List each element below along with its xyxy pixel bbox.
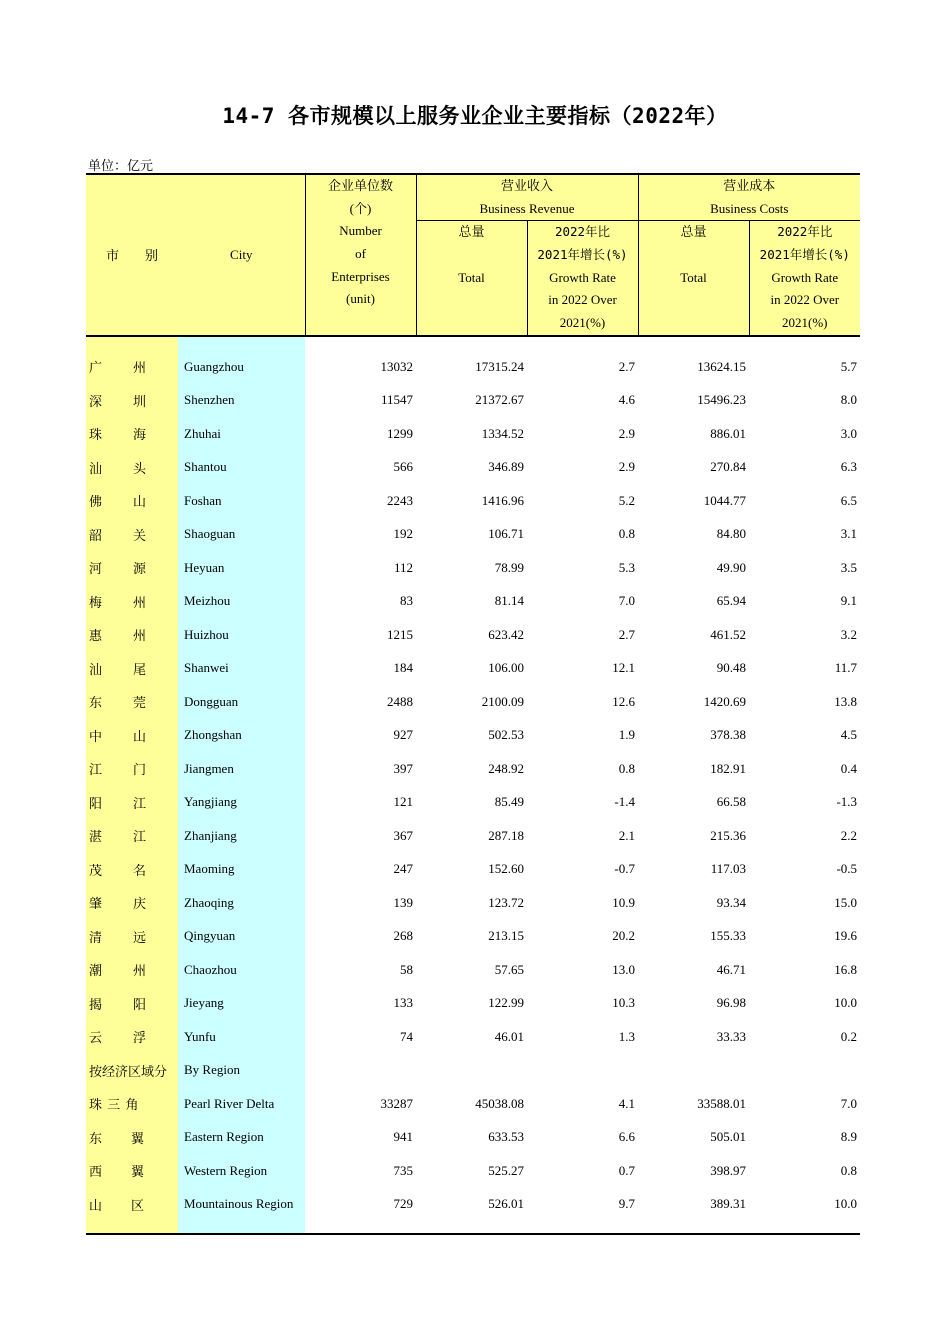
city-cn-char: 韶 <box>89 527 104 543</box>
city-en-cell: Zhaoqing <box>178 886 305 920</box>
city-cn-cell <box>86 584 178 618</box>
costs-growth-cell: 6.5 <box>840 492 858 508</box>
table-row <box>86 718 860 752</box>
costs-total-cell: 270.84 <box>710 459 747 475</box>
city-en-cell: Shenzhen <box>178 383 305 417</box>
costs-total-cell: 378.38 <box>710 727 747 743</box>
revenue-growth-cell: 2.1 <box>618 827 636 843</box>
costs-growth-cell: 3.5 <box>840 559 858 575</box>
table-row <box>86 986 860 1020</box>
growth-header-line: 2022年比 <box>554 224 611 240</box>
costs-total-cell: 46.71 <box>716 961 747 977</box>
enterprises-cell: 13032 <box>380 358 413 374</box>
city-cn-cell <box>86 551 178 585</box>
city-cn-char: 庆 <box>133 896 148 912</box>
city-en-cell: Dongguan <box>178 685 305 719</box>
enterprises-cell: 566 <box>393 459 413 475</box>
city-cn-char: 阳 <box>133 996 148 1012</box>
city-cn-char: 珠 <box>89 427 104 443</box>
costs-growth-cell: 4.5 <box>840 727 858 743</box>
enterprises-cell: 139 <box>393 894 413 910</box>
costs-growth-cell: 0.4 <box>840 760 858 776</box>
costs-header-en <box>638 198 860 221</box>
costs-total-cell: 117.03 <box>710 861 747 877</box>
growth-header-line: 2021(%) <box>559 315 606 331</box>
table-row <box>86 785 860 819</box>
table-row <box>86 953 860 987</box>
enterprises-cell: 11547 <box>380 392 413 408</box>
revenue-growth-cell: 0.7 <box>618 1162 636 1178</box>
city-cn-char: 广 <box>89 360 104 376</box>
enterprises-header <box>305 174 416 336</box>
growth-header-line: in 2022 Over <box>548 292 617 308</box>
city-cn-char: 圳 <box>133 393 148 409</box>
table-row <box>86 383 860 417</box>
city-cn-cell <box>86 651 178 685</box>
empty-cell <box>638 1053 749 1087</box>
total-header-en: Total <box>680 269 707 285</box>
revenue-growth-cell: 2.7 <box>618 358 636 374</box>
revenue-header-en <box>416 198 638 221</box>
revenue-total-cell: 17315.24 <box>475 358 524 374</box>
city-cn-char: 湛 <box>89 829 104 845</box>
costs-growth-cell: -1.3 <box>836 794 858 810</box>
city-cn-cell <box>86 450 178 484</box>
costs-total-cell: 182.91 <box>710 760 747 776</box>
costs-header-cn: 营业成本 <box>723 178 776 193</box>
region-cn-cell: 东 翼 <box>86 1120 178 1154</box>
city-cn-char: 名 <box>133 862 148 878</box>
city-cn-char: 清 <box>89 929 104 945</box>
costs-total-cell: 84.80 <box>716 526 747 542</box>
city-cn-cell <box>86 919 178 953</box>
costs-growth-cell: 3.2 <box>840 626 858 642</box>
region-header-cn: 按经济区域分 <box>86 1053 178 1087</box>
revenue-growth-cell: 0.8 <box>618 760 636 776</box>
city-cn-cell <box>86 986 178 1020</box>
city-cn-char: 江 <box>133 795 148 811</box>
city-cn-char: 头 <box>133 460 148 476</box>
city-en-cell: Meizhou <box>178 584 305 618</box>
region-header-en: By Region <box>178 1053 305 1087</box>
revenue-total-cell: 152.60 <box>488 861 524 877</box>
costs-growth-cell: 7.0 <box>840 1095 858 1111</box>
city-cn-char: 海 <box>133 427 148 443</box>
revenue-growth-cell: 1.3 <box>618 1028 636 1044</box>
city-cn-cell <box>86 886 178 920</box>
revenue-growth-cell: 2.9 <box>618 425 636 441</box>
city-cn-char: 茂 <box>89 862 104 878</box>
costs-total-cell: 389.31 <box>638 1187 749 1234</box>
revenue-growth-cell: 9.7 <box>527 1187 638 1234</box>
revenue-total-cell: 2100.09 <box>481 693 524 709</box>
city-cn-char: 江 <box>133 829 148 845</box>
table-row <box>86 819 860 853</box>
costs-total-cell: 398.97 <box>710 1162 747 1178</box>
revenue-growth-cell: 13.0 <box>612 961 636 977</box>
table-body <box>86 336 860 1234</box>
table-row <box>86 336 860 384</box>
costs-growth-cell: 9.1 <box>840 593 858 609</box>
region-en-cell: Eastern Region <box>178 1120 305 1154</box>
enterprises-cell: 1215 <box>387 626 413 642</box>
enterprises-cell: 74 <box>400 1028 413 1044</box>
revenue-total-cell: 623.42 <box>488 626 524 642</box>
enterprises-cell: 735 <box>393 1162 413 1178</box>
costs-growth-cell: -0.5 <box>836 861 858 877</box>
city-cn-cell <box>86 383 178 417</box>
revenue-growth-cell: 5.2 <box>618 492 636 508</box>
city-cn-header <box>86 174 178 336</box>
costs-total-cell: 90.48 <box>716 660 747 676</box>
table-row <box>86 618 860 652</box>
revenue-header-en-label: Business Revenue <box>479 200 575 216</box>
enterprises-header-line: (个) <box>349 200 372 216</box>
city-cn-char: 阳 <box>89 795 104 811</box>
costs-growth-cell: 3.1 <box>840 526 858 542</box>
city-cn-cell <box>86 517 178 551</box>
costs-total-cell: 461.52 <box>710 626 747 642</box>
revenue-total-cell: 46.01 <box>494 1028 524 1044</box>
enterprises-cell: 192 <box>393 526 413 542</box>
table-row <box>86 551 860 585</box>
revenue-growth-cell: 10.3 <box>612 995 636 1011</box>
revenue-growth-cell: -1.4 <box>614 794 636 810</box>
city-cn-char: 汕 <box>89 460 104 476</box>
total-header-cn: 总量 <box>680 224 707 240</box>
enterprises-header-line: Enterprises <box>331 268 390 284</box>
growth-header-line: 2021(%) <box>782 315 828 331</box>
enterprises-cell: 941 <box>393 1129 413 1145</box>
costs-total-cell: 65.94 <box>716 593 747 609</box>
revenue-growth-cell: 2.7 <box>618 626 636 642</box>
table-row <box>86 1087 860 1121</box>
enterprises-cell: 33287 <box>380 1095 413 1111</box>
region-cn-cell: 西 翼 <box>86 1154 178 1188</box>
costs-growth-cell: 6.3 <box>840 459 858 475</box>
table-row <box>86 450 860 484</box>
costs-growth-cell: 16.8 <box>834 961 858 977</box>
unit-label: 单位：亿元 <box>88 158 154 173</box>
empty-cell <box>527 1053 638 1087</box>
costs-total-cell: 66.58 <box>716 794 747 810</box>
city-cn-cell <box>86 685 178 719</box>
costs-growth-cell: 10.0 <box>749 1187 860 1234</box>
costs-total-cell: 215.36 <box>710 827 747 843</box>
costs-header <box>638 174 860 198</box>
table-row <box>86 1154 860 1188</box>
table-row <box>86 584 860 618</box>
city-en-cell: Maoming <box>178 852 305 886</box>
costs-total-cell: 15496.23 <box>697 392 747 408</box>
revenue-total-header <box>416 221 527 336</box>
city-cn-char: 河 <box>89 561 104 577</box>
revenue-growth-cell: 20.2 <box>612 928 636 944</box>
empty-cell <box>305 1053 416 1087</box>
costs-growth-cell: 10.0 <box>834 995 858 1011</box>
city-cn-char: 浮 <box>133 1030 148 1046</box>
costs-growth-cell: 0.8 <box>840 1162 858 1178</box>
enterprises-cell: 83 <box>400 593 413 609</box>
costs-growth-cell: 8.0 <box>840 392 858 408</box>
enterprises-cell: 1299 <box>387 425 413 441</box>
city-cn-char: 梅 <box>89 594 104 610</box>
city-en-cell: Huizhou <box>178 618 305 652</box>
costs-header-en-label: Business Costs <box>710 200 789 216</box>
revenue-total-cell: 81.14 <box>494 593 524 609</box>
revenue-total-cell: 122.99 <box>488 995 524 1011</box>
city-en-cell: Shanwei <box>178 651 305 685</box>
table-row <box>86 417 860 451</box>
table-row <box>86 752 860 786</box>
costs-total-cell: 33.33 <box>716 1028 747 1044</box>
enterprises-cell: 729 <box>305 1187 416 1234</box>
revenue-total-cell: 213.15 <box>488 928 524 944</box>
revenue-growth-cell: 12.1 <box>612 660 636 676</box>
city-en-cell: Shantou <box>178 450 305 484</box>
enterprises-cell: 367 <box>393 827 413 843</box>
revenue-total-cell: 57.65 <box>494 961 524 977</box>
table-row <box>86 1187 860 1234</box>
costs-total-cell: 93.34 <box>716 894 747 910</box>
page-title: 14-7 各市规模以上服务业企业主要指标（2022年） <box>222 104 728 128</box>
revenue-header-cn: 营业收入 <box>501 178 554 193</box>
revenue-total-cell: 502.53 <box>488 727 524 743</box>
growth-header-line: Growth Rate <box>549 269 616 285</box>
enterprises-header-line: Number <box>339 223 382 239</box>
costs-total-cell: 49.90 <box>716 559 747 575</box>
costs-growth-cell: 13.8 <box>834 693 858 709</box>
city-cn-char: 莞 <box>133 695 148 711</box>
city-cn-char: 汕 <box>89 661 104 677</box>
growth-header-line: in 2022 Over <box>770 292 840 308</box>
city-cn-char: 州 <box>133 360 148 376</box>
revenue-total-cell: 21372.67 <box>475 392 524 408</box>
city-cn-char: 佛 <box>89 494 104 510</box>
revenue-growth-cell: 1.9 <box>618 727 636 743</box>
city-en-header <box>178 174 305 336</box>
enterprises-header-line: 企业单位数 <box>327 178 393 193</box>
city-cn-cell <box>86 752 178 786</box>
table-row <box>86 852 860 886</box>
region-cn-cell: 珠 三 角 <box>86 1087 178 1121</box>
costs-growth-cell: 19.6 <box>834 928 858 944</box>
city-cn-cell <box>86 618 178 652</box>
city-cn-cell <box>86 336 178 384</box>
revenue-growth-header <box>527 221 638 336</box>
table-row <box>86 651 860 685</box>
region-header-row <box>86 1053 860 1087</box>
revenue-total-cell: 45038.08 <box>475 1095 524 1111</box>
enterprises-cell: 268 <box>393 928 413 944</box>
revenue-header <box>416 174 638 198</box>
city-cn-char: 云 <box>89 1030 104 1046</box>
city-en-cell: Zhanjiang <box>178 819 305 853</box>
revenue-total-cell: 106.71 <box>488 526 524 542</box>
city-cn-char: 源 <box>133 561 148 577</box>
city-en-cell: Chaozhou <box>178 953 305 987</box>
revenue-total-cell: 248.92 <box>488 760 524 776</box>
revenue-growth-cell: 2.9 <box>618 459 636 475</box>
city-cn-char: 门 <box>133 762 148 778</box>
enterprises-cell: 112 <box>393 559 413 575</box>
city-cn-cell <box>86 953 178 987</box>
enterprises-cell: 121 <box>393 794 413 810</box>
city-cn-char: 关 <box>133 527 148 543</box>
revenue-total-cell: 1416.96 <box>481 492 524 508</box>
city-cn-char: 尾 <box>133 661 148 677</box>
region-en-cell: Mountainous Region <box>178 1187 305 1234</box>
city-cn-char: 州 <box>133 628 148 644</box>
revenue-growth-cell: -0.7 <box>614 861 636 877</box>
city-cn-char: 揭 <box>89 996 104 1012</box>
revenue-growth-cell: 4.6 <box>618 392 636 408</box>
city-cn-char: 远 <box>133 929 148 945</box>
revenue-growth-cell: 7.0 <box>618 593 636 609</box>
growth-header-line: 2022年比 <box>777 224 833 240</box>
enterprises-cell: 2488 <box>387 693 413 709</box>
region-en-cell: Western Region <box>178 1154 305 1188</box>
revenue-total-cell: 287.18 <box>488 827 524 843</box>
revenue-total-cell: 123.72 <box>488 894 524 910</box>
revenue-total-cell: 526.01 <box>416 1187 527 1234</box>
costs-growth-cell: 11.7 <box>834 660 858 676</box>
costs-growth-cell: 5.7 <box>840 358 858 374</box>
table-row <box>86 886 860 920</box>
city-en-header-label: City <box>230 246 253 262</box>
city-cn-char: 惠 <box>89 628 104 644</box>
revenue-total-cell: 633.53 <box>488 1129 524 1145</box>
costs-growth-cell: 3.0 <box>840 425 858 441</box>
city-cn-char: 中 <box>89 728 104 744</box>
enterprises-cell: 2243 <box>387 492 413 508</box>
city-en-cell: Qingyuan <box>178 919 305 953</box>
city-cn-char: 肇 <box>89 896 104 912</box>
growth-header-line: Growth Rate <box>771 269 839 285</box>
revenue-total-cell: 1334.52 <box>481 425 524 441</box>
city-en-cell: Yangjiang <box>178 785 305 819</box>
enterprises-header-line: of <box>355 246 366 262</box>
total-header-en: Total <box>458 269 485 285</box>
empty-cell <box>749 1053 860 1087</box>
city-cn-cell <box>86 1020 178 1054</box>
enterprises-cell: 247 <box>393 861 413 877</box>
table-row <box>86 1120 860 1154</box>
enterprises-cell: 58 <box>400 961 413 977</box>
table-row <box>86 517 860 551</box>
city-cn-cell <box>86 718 178 752</box>
city-en-cell: Guangzhou <box>178 336 305 384</box>
revenue-growth-cell: 0.8 <box>618 526 636 542</box>
costs-total-cell: 33588.01 <box>697 1095 747 1111</box>
table-row <box>86 685 860 719</box>
costs-total-cell: 886.01 <box>710 425 747 441</box>
costs-growth-cell: 2.2 <box>840 827 858 843</box>
enterprises-header-line: (unit) <box>346 291 375 307</box>
enterprises-cell: 927 <box>393 727 413 743</box>
growth-header-line: 2021年增长(%) <box>537 247 628 263</box>
city-cn-char: 潮 <box>89 963 104 979</box>
revenue-growth-cell: 10.9 <box>612 894 636 910</box>
revenue-growth-cell: 6.6 <box>618 1129 636 1145</box>
revenue-growth-cell: 4.1 <box>618 1095 636 1111</box>
table-row <box>86 1020 860 1054</box>
city-cn-char: 深 <box>89 393 104 409</box>
city-en-cell: Jiangmen <box>178 752 305 786</box>
empty-cell <box>416 1053 527 1087</box>
enterprises-cell: 133 <box>393 995 413 1011</box>
revenue-total-cell: 106.00 <box>488 660 524 676</box>
costs-growth-header <box>749 221 860 336</box>
city-en-cell: Jieyang <box>178 986 305 1020</box>
indicator-table <box>86 173 860 1235</box>
revenue-total-cell: 78.99 <box>494 559 524 575</box>
revenue-total-cell: 85.49 <box>494 794 524 810</box>
costs-total-cell: 96.98 <box>716 995 747 1011</box>
enterprises-cell: 184 <box>393 660 413 676</box>
city-en-cell: Heyuan <box>178 551 305 585</box>
city-cn-cell <box>86 417 178 451</box>
city-cn-char: 江 <box>89 762 104 778</box>
table-row <box>86 919 860 953</box>
city-cn-char: 东 <box>89 695 104 711</box>
city-en-cell: Foshan <box>178 484 305 518</box>
city-cn-char: 州 <box>133 963 148 979</box>
costs-total-cell: 1420.69 <box>703 693 747 709</box>
city-en-cell: Yunfu <box>178 1020 305 1054</box>
costs-total-cell: 13624.15 <box>697 358 747 374</box>
revenue-total-cell: 525.27 <box>488 1162 524 1178</box>
costs-total-cell: 505.01 <box>710 1129 747 1145</box>
costs-total-cell: 1044.77 <box>703 492 747 508</box>
city-cn-char: 山 <box>133 728 148 744</box>
city-cn-char: 山 <box>133 494 148 510</box>
costs-growth-cell: 0.2 <box>840 1028 858 1044</box>
city-en-cell: Zhuhai <box>178 417 305 451</box>
growth-header-line: 2021年增长(%) <box>759 247 850 263</box>
city-cn-cell <box>86 785 178 819</box>
city-en-cell: Shaoguan <box>178 517 305 551</box>
city-cn-cell <box>86 484 178 518</box>
costs-total-cell: 155.33 <box>710 928 747 944</box>
revenue-total-cell: 346.89 <box>488 459 524 475</box>
costs-growth-cell: 8.9 <box>840 1129 858 1145</box>
table-header <box>86 174 860 336</box>
city-cn-char: 州 <box>133 594 148 610</box>
enterprises-cell: 397 <box>393 760 413 776</box>
region-cn-cell: 山 区 <box>86 1187 178 1234</box>
revenue-growth-cell: 12.6 <box>612 693 636 709</box>
revenue-growth-cell: 5.3 <box>618 559 636 575</box>
costs-growth-cell: 15.0 <box>834 894 858 910</box>
city-en-cell: Zhongshan <box>178 718 305 752</box>
city-cn-header-label: 市 别 <box>105 248 158 264</box>
table-row <box>86 484 860 518</box>
region-en-cell: Pearl River Delta <box>178 1087 305 1121</box>
city-cn-cell <box>86 852 178 886</box>
total-header-cn: 总量 <box>458 224 485 240</box>
city-cn-cell <box>86 819 178 853</box>
costs-total-header <box>638 221 749 336</box>
